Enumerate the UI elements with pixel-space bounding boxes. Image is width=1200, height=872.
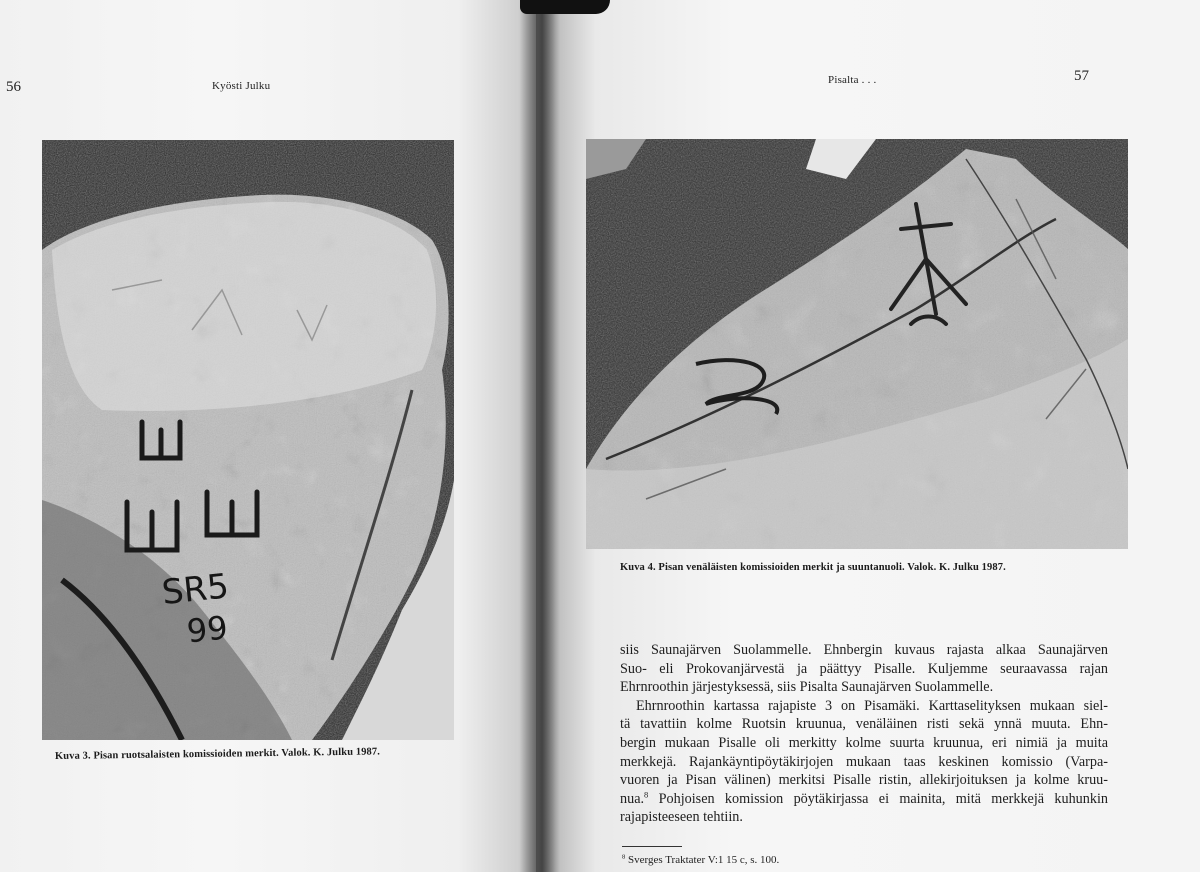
body-line-pohjoisen: Pohjoisen komission pöytäkirjassa ei mainita, mitä merkkejä kuhunkin	[658, 790, 1108, 807]
right-page	[536, 0, 1200, 872]
footnote-marker: 8	[622, 853, 626, 861]
body-line: Suo- eli Prokovanjärvestä ja päättyy Pisalle. Kuljemme seuraavassa rajan	[620, 660, 1108, 677]
body-line: rajapisteeseen tehtiin.	[620, 809, 743, 826]
body-line-nua: nua.	[620, 790, 645, 807]
book-top-edge	[520, 0, 610, 14]
rock-photo-right	[586, 139, 1128, 549]
caption-kuva-4: Kuva 4. Pisan venäläisten komissioiden merkit ja suuntanuoli. Valok. K. Julku 1987.	[620, 562, 1006, 573]
rock-photo-left	[42, 140, 454, 740]
body-line: bergin mukaan Pisalle oli merkitty kolme suurta kruunua, eri nimiä ja muita	[620, 734, 1108, 751]
body-line: tä tavattiin kolme Ruotsin kruunua, venäläinen risti sekä ynnä muuta. Ehn-	[620, 716, 1108, 733]
right-page-number: 57	[1074, 68, 1089, 84]
footnote-text: Sverges Traktater V:1 15 c, s. 100.	[628, 854, 780, 866]
footnote-rule	[622, 846, 682, 847]
left-page	[0, 0, 540, 872]
body-line: siis Saunajärven Suolammelle. Ehnbergin kuvaus rajasta alkaa Saunajärven	[620, 642, 1108, 658]
body-text	[620, 641, 1108, 827]
caption-kuva-3: Kuva 3. Pisan ruotsalaisten komissioiden merkit. Valok. K. Julku 1987.	[54, 746, 381, 762]
body-line: Ehrnroothin järjestyksessä, siis Pisalta Saunajärven Suolammelle.	[620, 679, 994, 696]
body-line: merkkejä. Rajankäyntipöytäkirjojen mukaan taas keskinen komissio (Varpa-	[620, 753, 1108, 770]
inscription-sr5: SR5	[160, 566, 231, 614]
photo-russian-marks	[586, 139, 1128, 549]
body-line: Ehrnroothin kartassa rajapiste 3 on Pisamäki. Karttaselityksen mukaan siel-	[636, 697, 1108, 714]
left-page-number: 56	[6, 79, 21, 95]
footnote-reference[interactable]: 8	[644, 789, 649, 800]
footnote	[622, 854, 779, 866]
right-running-head: Pisalta . . .	[828, 74, 877, 86]
inscription-99: 99	[185, 608, 230, 651]
body-line-with-footnote	[620, 790, 1108, 809]
body-line: vuoren ja Pisan välinen) merkitsi Pisalle ristin, allekirjoituksen ja kolme kruu-	[620, 772, 1108, 789]
photo-swedish-marks	[42, 140, 454, 740]
left-running-head: Kyösti Julku	[212, 80, 271, 92]
